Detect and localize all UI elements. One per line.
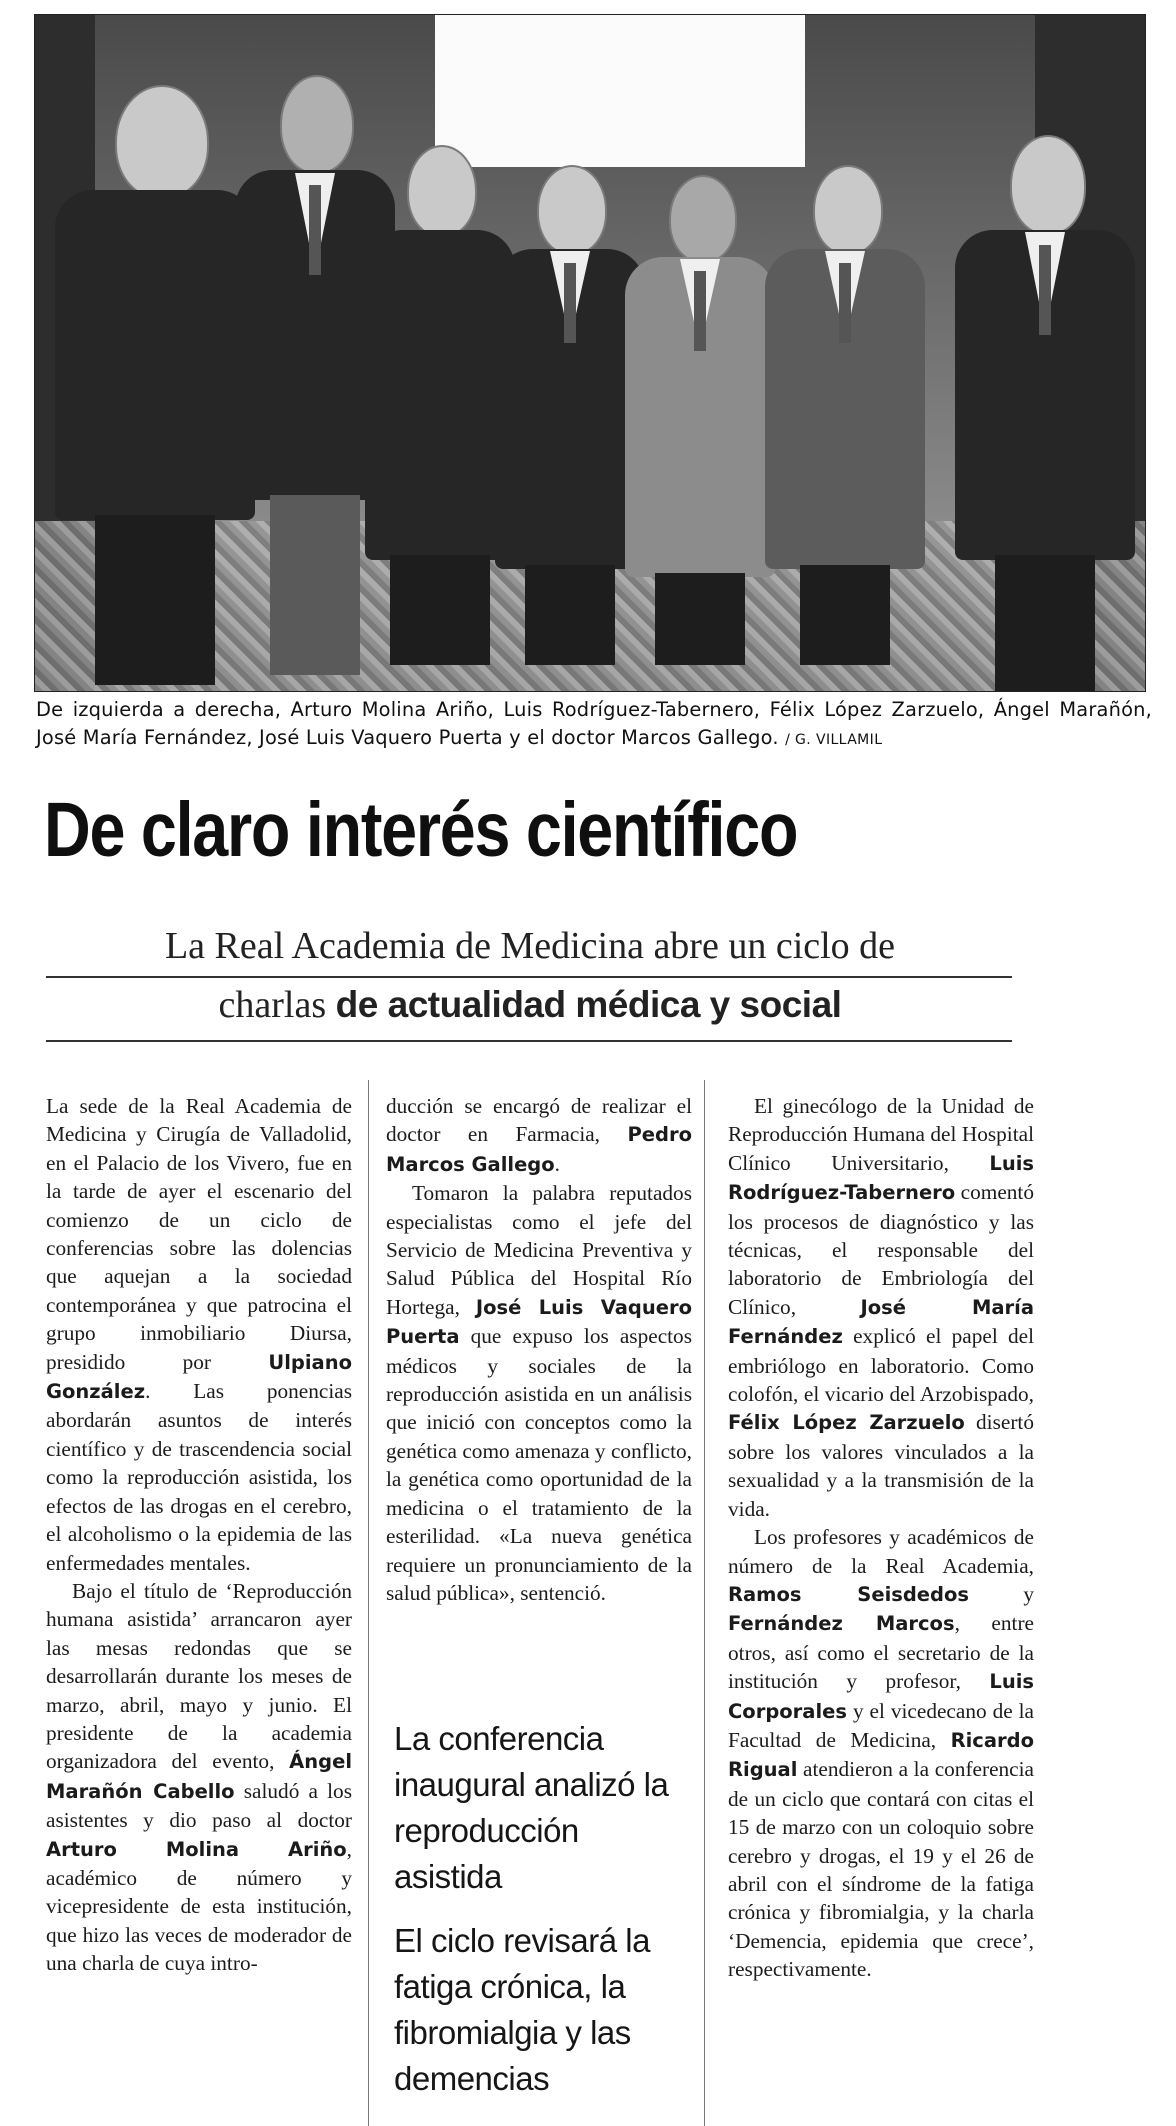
photo-caption (36, 696, 1152, 754)
body-text: ducción se encargó de realizar el doctor en Farmacia, (386, 1094, 692, 1147)
body-text: La sede de la Real Academia de Medicina y Cirugía de Valladolid, en el Palacio de los Vivero, fue en la tarde de ayer el escenario del comienzo de un ciclo de conferencias sobre las dolencias que aquejan a la sociedad contemporánea y que patrocina el grupo inmobiliario Diursa, presidido por (46, 1094, 352, 1374)
person-name: Luis Corporales (728, 1670, 1034, 1723)
person-7 (955, 135, 1135, 691)
person-5 (625, 175, 775, 665)
body-text: , entre otros, así como el secretario de la institución y profesor, (728, 1611, 1034, 1694)
subhead-line-1: La Real Academia de Medicina abre un ciclo de (164, 925, 896, 967)
person-name: Fernández Marcos (728, 1612, 955, 1636)
person-6 (765, 165, 925, 665)
pull-quote-1: La conferencia inaugural analizó la reproducción asistida (394, 1720, 669, 1895)
paragraph (46, 1092, 352, 1577)
paragraph (728, 1523, 1034, 1984)
subhead-line-2 (50, 980, 1010, 1030)
group-photo (34, 14, 1146, 692)
photo-credit: / G. VILLAMIL (785, 732, 883, 748)
article-column-1 (46, 1092, 352, 1978)
person-name: Pedro Marcos Gallego (386, 1123, 692, 1176)
body-text: que expuso los aspectos médicos y sociales de la reproducción asistida en un análisis que inició con conceptos como la genética como amenaza y conflicto, la genética como oportunidad de la medicina o el tratamiento de la esterilidad. «La nueva genética requiere un pronunciamiento de la salud pública», sentenció. (386, 1324, 692, 1605)
body-text: Tomaron la palabra reputados especialistas como el jefe del Servicio de Medicina Preventiva y Salud Pública del Hospital Río Hortega, (386, 1181, 692, 1319)
body-text: Los profesores y académicos de número de la Real Academia, (728, 1525, 1034, 1578)
article-column-3 (728, 1092, 1034, 1984)
person-name: José María Fernández (728, 1295, 1034, 1349)
person-name: Ulpiano González (46, 1350, 352, 1404)
body-text: El ginecólogo de la Unidad de Reproducción Humana del Hospital Clínico Universitario, (728, 1094, 1034, 1175)
article-column-2 (386, 1092, 692, 1607)
body-text: y el vicedecano de la Facultad de Medicina, (728, 1698, 1034, 1752)
body-text: Bajo el título de ‘Reproducción humana asistida’ arrancaron ayer las mesas redondas que se desarrollarán durante los meses de marzo, abril, mayo y junio. El presidente de la academia organizadora del evento, (46, 1578, 352, 1774)
body-text: atendieron a la conferencia de un ciclo que contará con citas el 15 de marzo con un coloquio sobre cerebro y drogas, el 19 y el 26 de abril con el síndrome de la fatiga crónica y fibromialgia, y la charla ‘Demencia, epidemia que crece’, respectivamente. (728, 1757, 1035, 1982)
person-3 (365, 145, 515, 665)
subhead-rule-bottom (46, 1040, 1012, 1042)
body-text: , académico de número y vicepresidente de esta institución, que hizo las veces de moderador de una charla de cuya intro- (46, 1836, 352, 1976)
person-name: Luis Rodríguez-Tabernero (728, 1151, 1034, 1205)
person-name: Félix López Zarzuelo (728, 1411, 965, 1435)
person-name: Arturo Molina Ariño (46, 1837, 347, 1861)
body-text: . (554, 1151, 560, 1176)
paragraph (386, 1092, 692, 1179)
person-name: Ramos Seisdedos (728, 1582, 969, 1606)
headline: De claro interés científico (44, 787, 798, 873)
caption-text: De izquierda a derecha, Arturo Molina Ariño, Luis Rodríguez-Tabernero, Félix López Zarzuelo, Ángel Marañón, José María Fernández, José Luis Vaquero Puerta y el doctor Marcos Gallego. (36, 698, 1152, 749)
subhead-bold: de actualidad médica y social (335, 984, 842, 1025)
subhead-plain: charlas (218, 984, 327, 1026)
body-text: y (1023, 1581, 1034, 1606)
body-text: saludó a los asistentes y dio paso al doctor (46, 1778, 352, 1833)
person-name: José Luis Vaquero Puerta (386, 1295, 692, 1349)
column-divider-2 (704, 1080, 705, 2126)
body-text: comentó los procesos de diagnóstico y las técnicas, el responsable del laboratorio de Embriología del Clínico, (728, 1180, 1034, 1319)
person-name: Ángel Marañón Cabello (46, 1750, 353, 1803)
paragraph (386, 1179, 692, 1607)
paragraph (46, 1577, 352, 1978)
person-name: Ricardo Rigual (728, 1728, 1034, 1782)
pull-quote-2: El ciclo revisará la fatiga crónica, la fibromialgia y las demencias (394, 1922, 650, 2097)
person-4 (495, 165, 645, 665)
paragraph (728, 1092, 1034, 1523)
body-text: . Las ponencias abordarán asuntos de interés científico y de trascendencia social como la reproducción asistida, los efectos de las drogas en el cerebro, el alcoholismo o la epidemia de las enfermedades mentales. (46, 1379, 352, 1575)
column-divider-1 (368, 1080, 369, 2126)
person-1 (55, 85, 255, 685)
body-text: disertó sobre los valores vinculados a la sexualidad y a la transmisión de la vida. (728, 1410, 1034, 1521)
subhead-rule-top (46, 976, 1012, 978)
body-text: explicó el papel del embriólogo en laboratorio. Como colofón, el vicario del Arzobispado, (728, 1324, 1034, 1407)
